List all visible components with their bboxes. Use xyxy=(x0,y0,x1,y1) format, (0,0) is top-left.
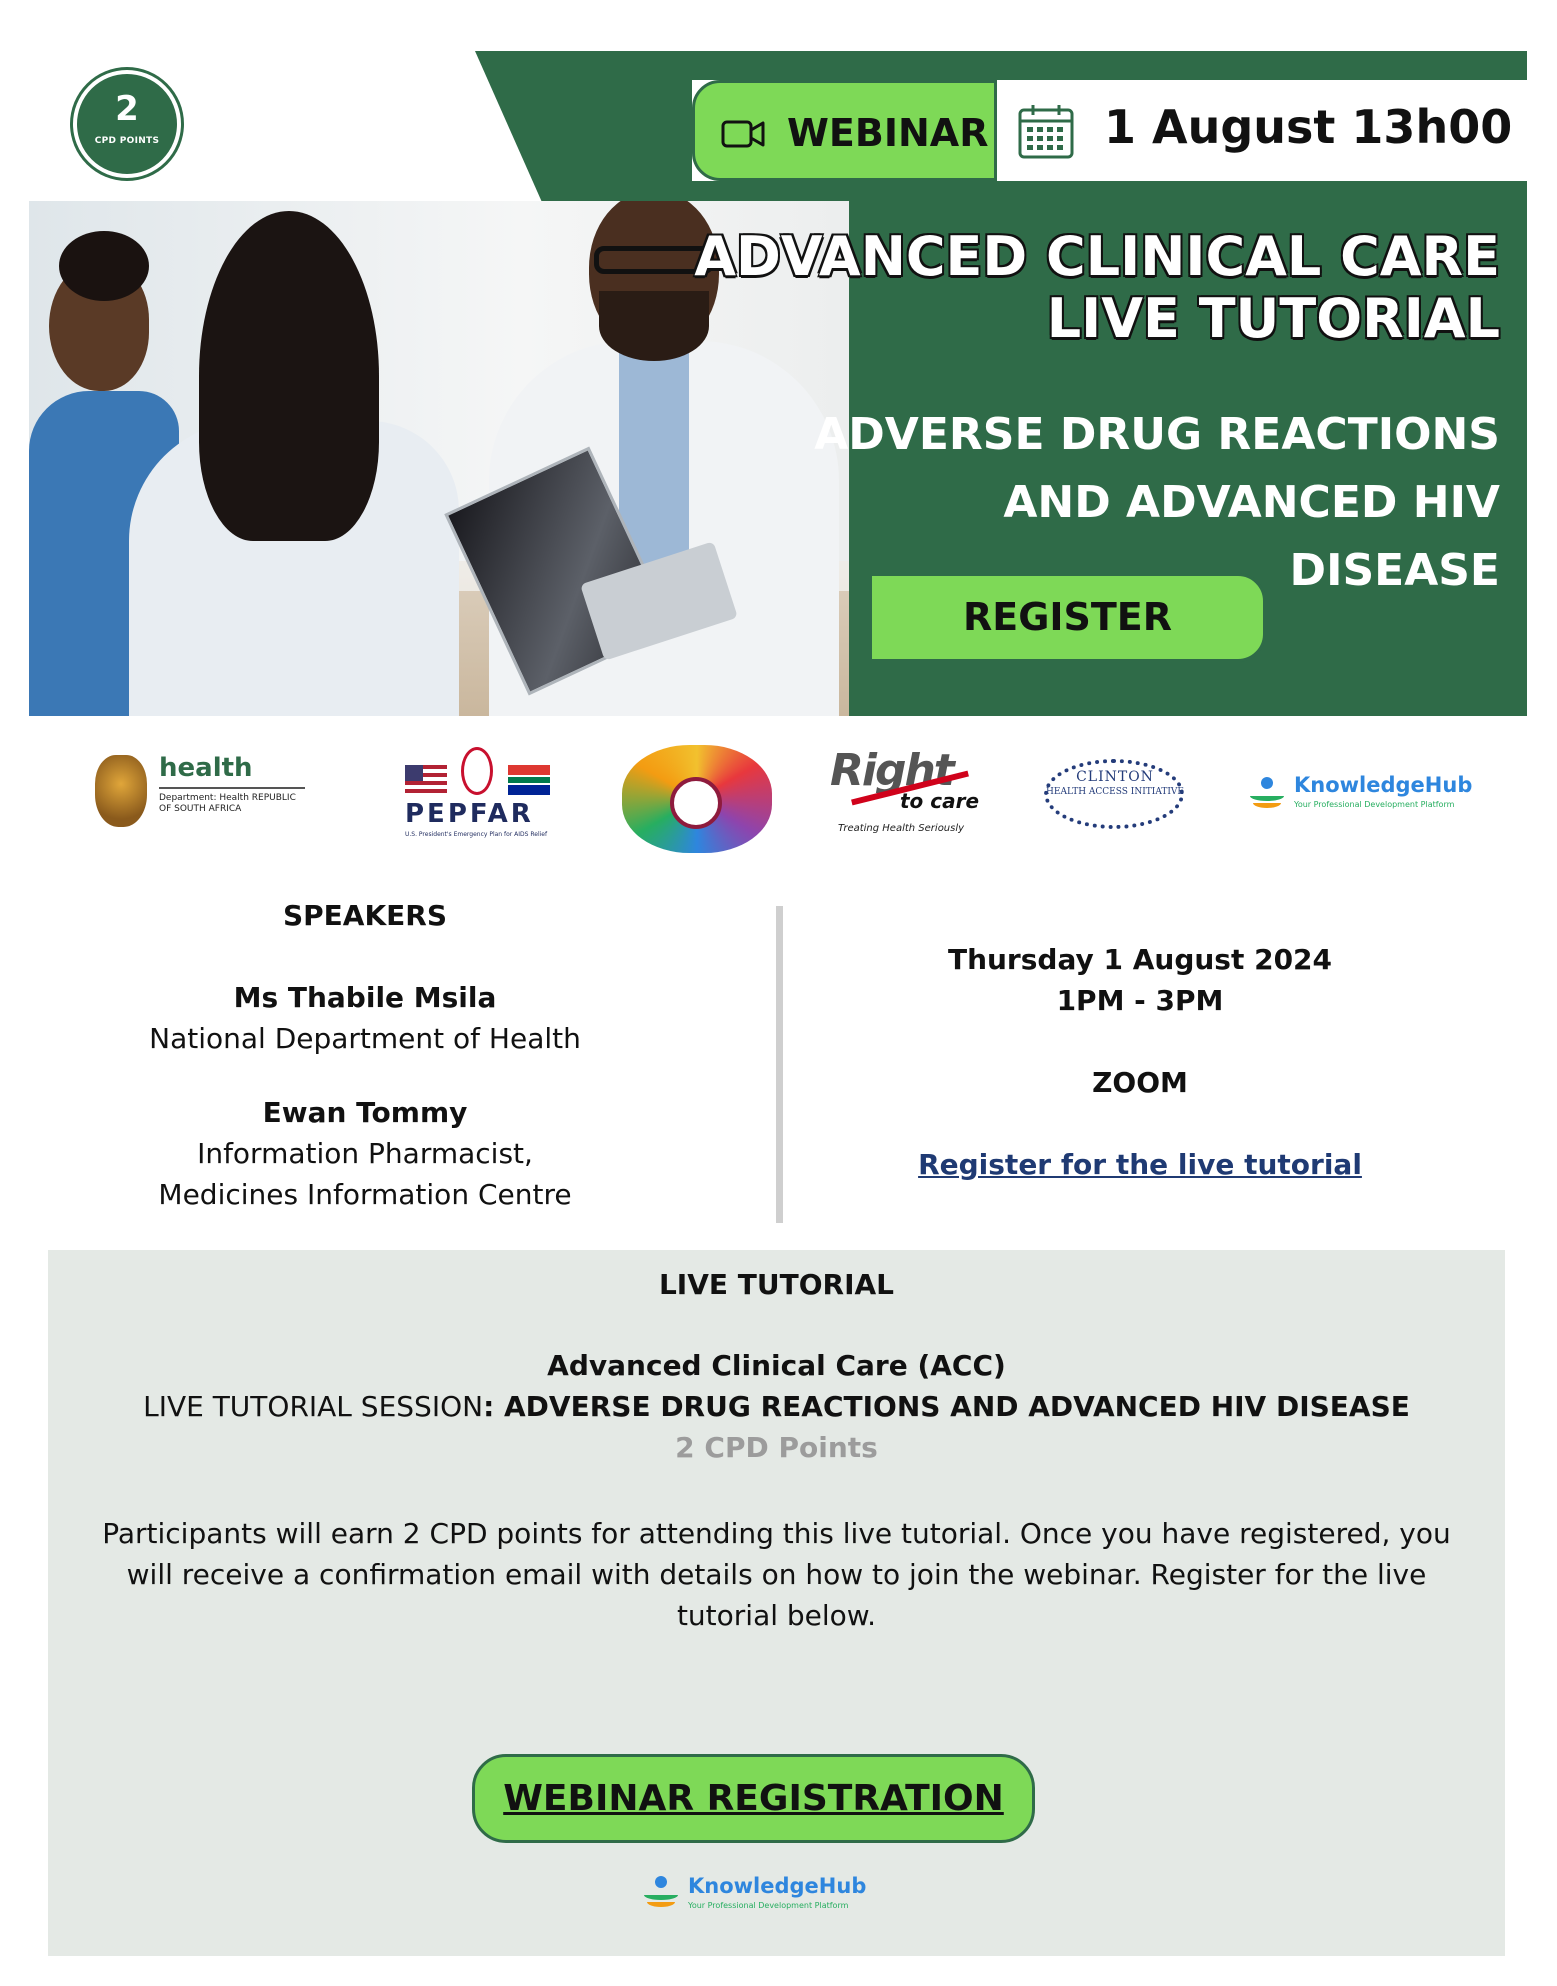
hero-title xyxy=(660,226,1500,350)
knowledgehub-mark-icon xyxy=(1250,777,1284,811)
hero-subtitle-line3: DISEASE xyxy=(1289,545,1500,596)
partner-logos xyxy=(0,745,1557,855)
webinar-pill xyxy=(692,80,997,181)
cpd-badge xyxy=(73,70,181,178)
coat-of-arms-icon xyxy=(95,755,147,827)
speaker-role: National Department of Health xyxy=(149,1022,581,1055)
clinton-health-access-logo: CLINTON HEALTH ACCESS INITIATIVE xyxy=(1040,745,1190,855)
course-name: Advanced Clinical Care (ACC) xyxy=(547,1349,1006,1382)
speaker-item xyxy=(110,977,620,1059)
description-paragraph: Participants will earn 2 CPD points for attending this live tutorial. Once you have registered, you will receive a confirmation email with details on how to join the webinar. Register for the live tutorial below. xyxy=(102,1517,1451,1632)
hero-subtitle-line2: AND ADVANCED HIV xyxy=(1003,477,1500,528)
hero-banner xyxy=(29,51,1527,716)
pepfar-logo: PEPFAR U.S. President's Emergency Plan for AIDS Relief xyxy=(405,745,550,855)
right-to-care-logo: Right to care Treating Health Seriously xyxy=(830,745,980,834)
hero-subtitle-line1: ADVERSE DRUG REACTIONS xyxy=(814,409,1500,460)
event-time: 1PM - 3PM xyxy=(1056,984,1224,1017)
knowledgehub-mark-icon xyxy=(644,1876,678,1910)
video-camera-icon xyxy=(721,119,765,149)
red-ribbon-icon xyxy=(461,747,493,795)
webinar-label: WEBINAR xyxy=(787,111,989,155)
event-date: 1 August 13h00 xyxy=(1104,100,1513,154)
us-flag-icon xyxy=(405,765,447,795)
session-prefix: LIVE TUTORIAL SESSION xyxy=(143,1390,484,1423)
tutorial-info-panel xyxy=(48,1250,1505,1956)
register-link[interactable]: Register for the live tutorial xyxy=(918,1148,1362,1181)
speaker-role: Information Pharmacist, xyxy=(197,1137,533,1170)
photo-patient xyxy=(129,211,459,716)
cpd-badge-number: 2 xyxy=(115,89,139,129)
health-department-logo: health Department: Health REPUBLIC OF SOUTH AFRICA xyxy=(95,745,305,855)
event-platform: ZOOM xyxy=(1092,1066,1188,1099)
south-africa-flag-icon xyxy=(508,765,550,795)
speaker-item xyxy=(110,1092,620,1215)
event-details xyxy=(870,939,1410,1185)
event-full-date: Thursday 1 August 2024 xyxy=(947,943,1333,976)
cpd-points: 2 CPD Points xyxy=(675,1431,878,1464)
hero-title-line1: ADVANCED CLINICAL CARE xyxy=(694,225,1500,288)
session-name: : ADVERSE DRUG REACTIONS AND ADVANCED HIV DISEASE xyxy=(483,1390,1410,1423)
speaker-name: Ewan Tommy xyxy=(262,1096,468,1129)
colorful-emblem-logo xyxy=(622,745,772,853)
event-bar xyxy=(692,80,1527,181)
register-button[interactable]: REGISTER xyxy=(869,573,1266,662)
knowledgehub-logo: KnowledgeHub Your Professional Development Platform xyxy=(1250,745,1480,855)
column-divider xyxy=(776,906,783,1223)
cpd-badge-label: CPD POINTS xyxy=(94,136,160,146)
speaker-name: Ms Thabile Msila xyxy=(233,981,497,1014)
knowledgehub-footer-logo: KnowledgeHub Your Professional Development Platform xyxy=(644,1870,874,1920)
hero-title-line2: LIVE TUTORIAL xyxy=(1046,287,1500,350)
speakers-heading: SPEAKERS xyxy=(282,899,448,932)
session-title xyxy=(48,1390,1505,1423)
speakers-section xyxy=(110,895,620,1248)
webinar-registration-button[interactable]: WEBINAR REGISTRATION xyxy=(472,1754,1035,1843)
speaker-role: Medicines Information Centre xyxy=(158,1178,572,1211)
panel-heading: LIVE TUTORIAL xyxy=(658,1268,895,1301)
calendar-icon xyxy=(1017,102,1075,160)
